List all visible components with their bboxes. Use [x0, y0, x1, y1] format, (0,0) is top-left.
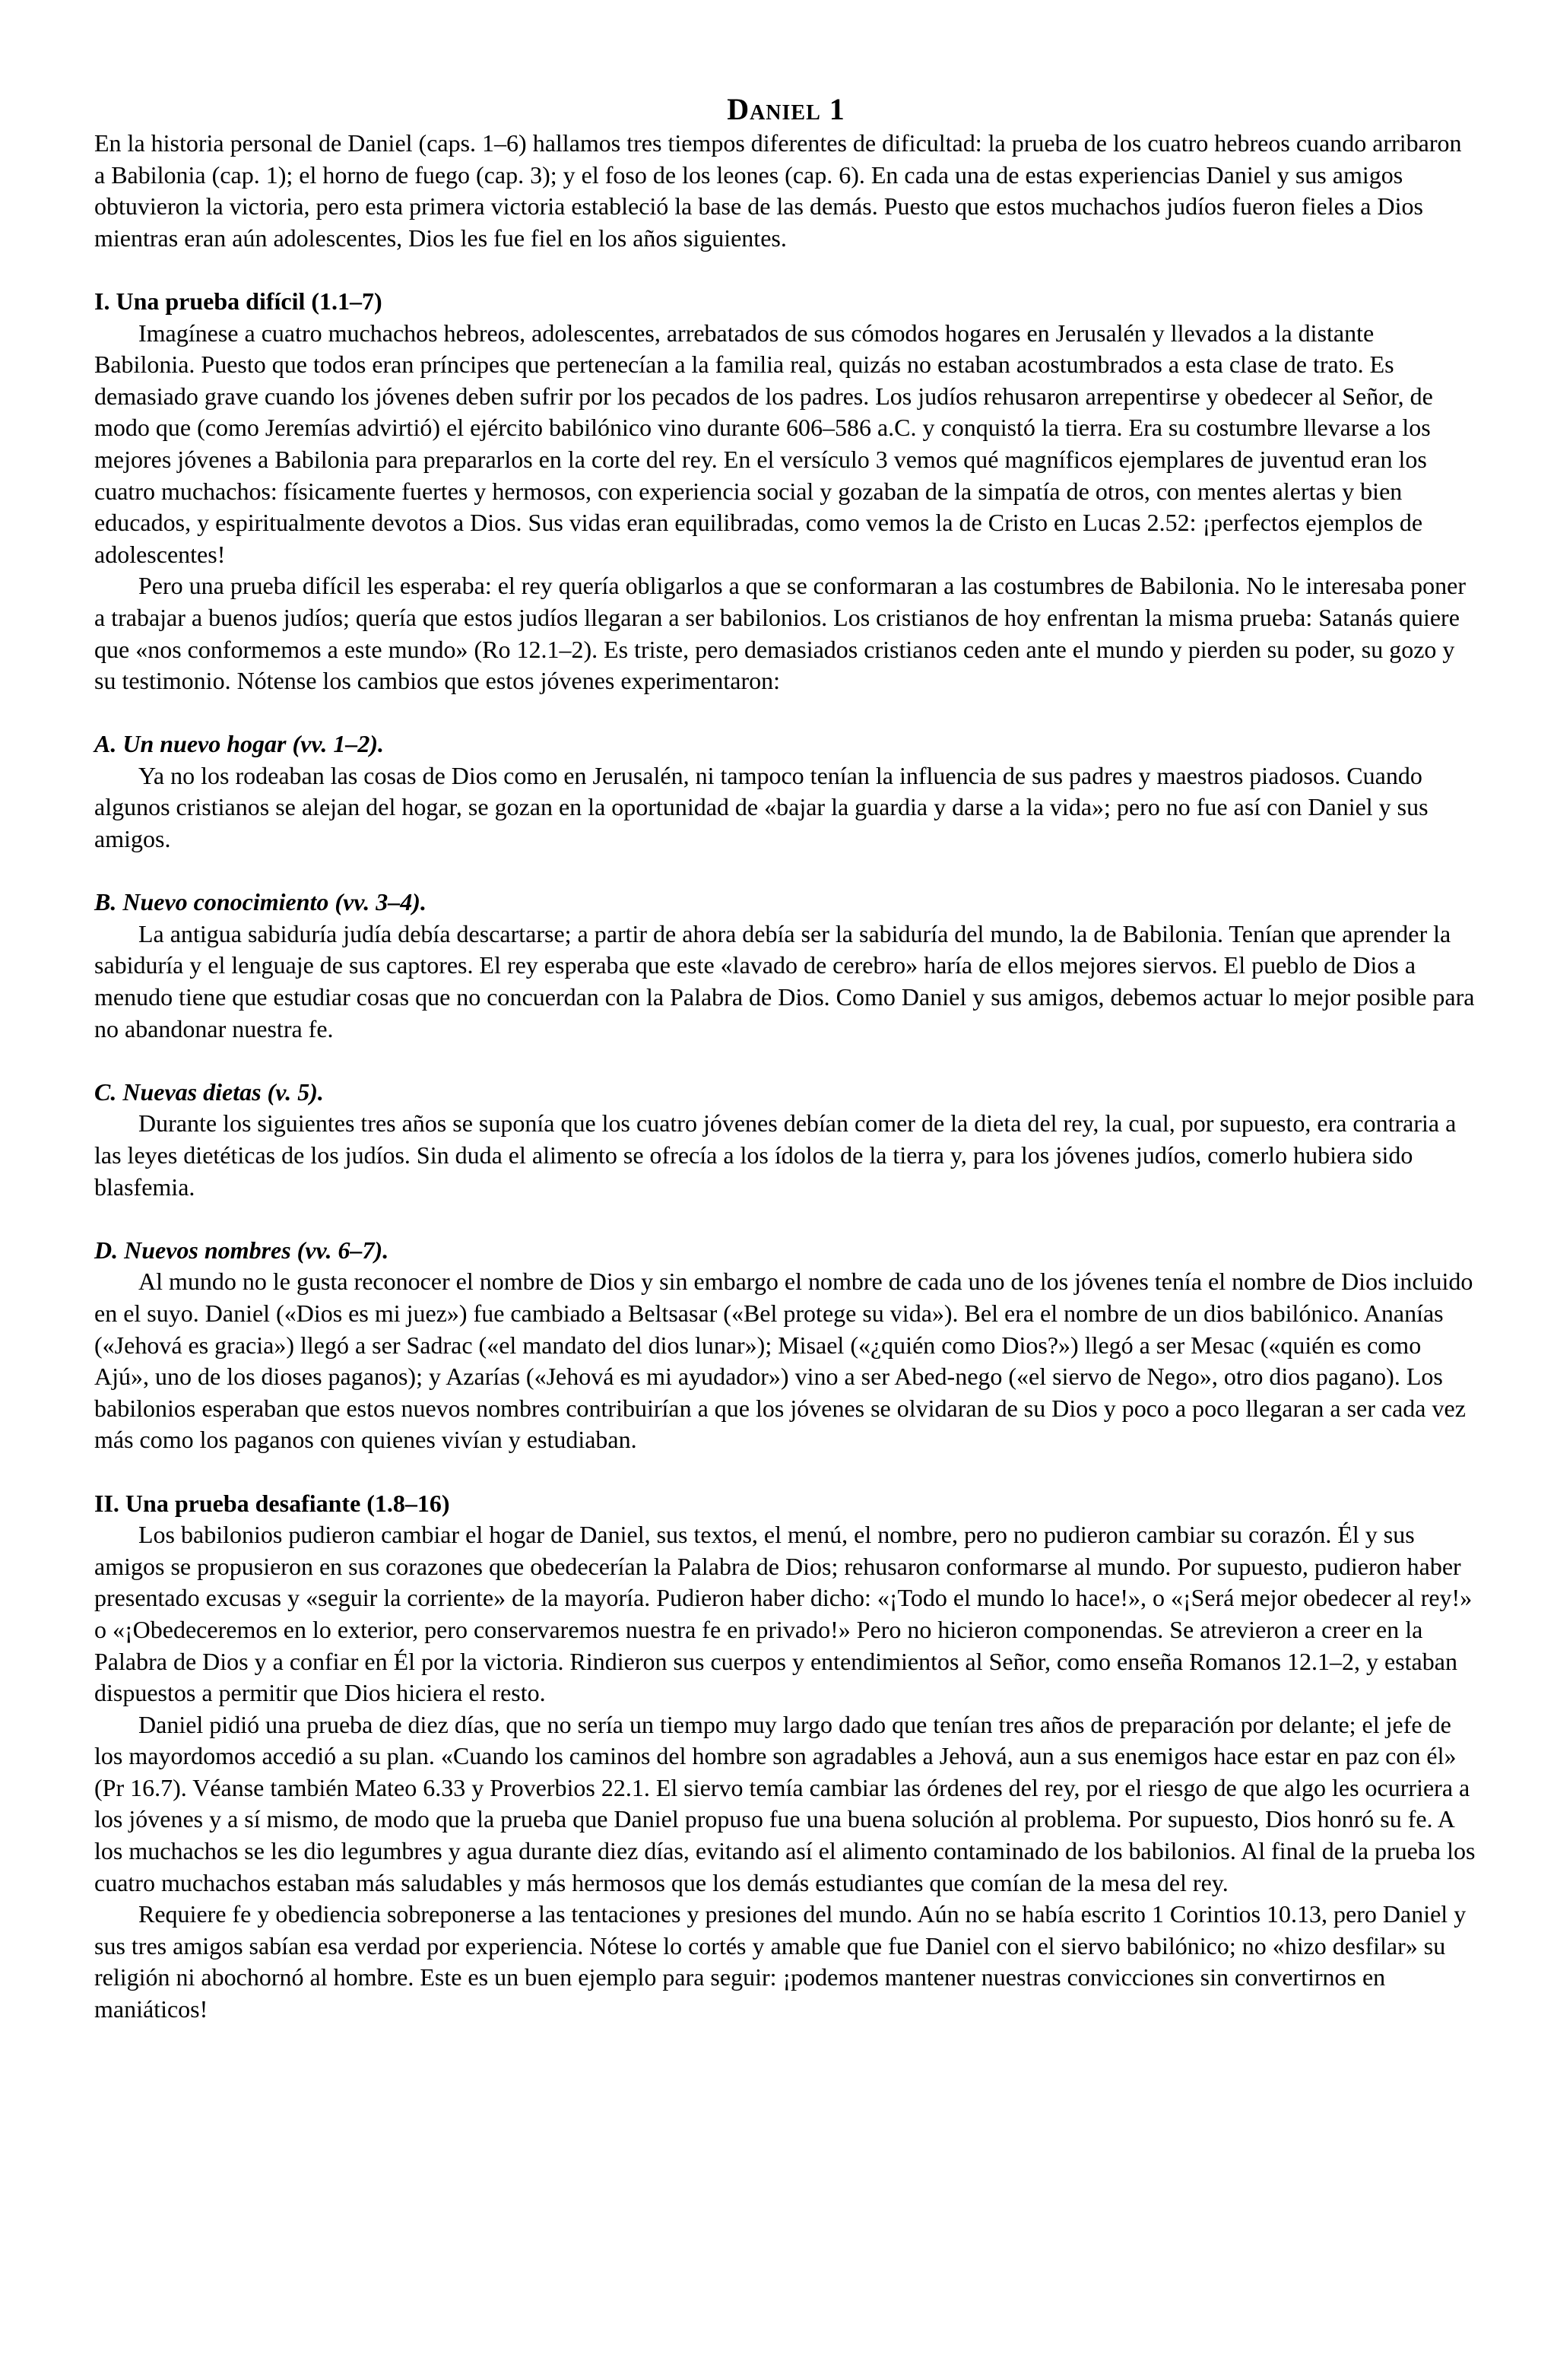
section1-paragraph-2: Pero una prueba difícil les esperaba: el rey quería obligarlos a que se conformaran a las costumbres de Babilonia. No le interesaba poner a trabajar a buenos judíos; quería que estos judíos llegaran a ser babilonios. Los cristianos de hoy enfrentan la misma prueba: Satanás quiere que «nos conformemos a este mundo» (Ro 12.1–2). Es triste, pero demasiados cristianos ceden ante el mundo y pierden su poder, su gozo y su testimonio. Nótense los cambios que estos jóvenes experimentaron: [94, 572, 1467, 695]
spacer [94, 1045, 1478, 1077]
section2-paragraph-2: Daniel pidió una prueba de diez días, que no sería un tiempo muy largo dado que tenían tres años de preparación por delante; el jefe de los mayordomos accedió a su plan. «Cuando los caminos del hombre son agradables a Jehová, aun a sus enemigos hace estar en paz con él» (Pr 16.7). Véanse también Mateo 6.33 y Proverbios 22.1. El siervo temía cambiar las órdenes del rey, por el riesgo de que algo les ocurriera a los jóvenes y a sí mismo, de modo que la prueba que Daniel propuso fue una buena solución al problema. Por supuesto, Dios honró su fe. A los muchachos se les dio legumbres y agua durante diez días, evitando así el alimento contaminado de los babilonios. Al final de la prueba los cuatro muchachos estaban más saludables y más hermosos que los demás estudiantes que comían de la mesa del rey. [94, 1710, 1476, 1896]
spacer [94, 1203, 1478, 1235]
subheading-a: A. Un nuevo hogar (vv. 1–2). [94, 730, 385, 758]
subsection-d-text: Al mundo no le gusta reconocer el nombre de Dios y sin embargo el nombre de cada uno de los jóvenes tenía el nombre de Dios incluido en el suyo. Daniel («Dios es mi juez») fue cambiado a Beltsasar («Bel protege su vida»). Bel era el nombre de un dios babilónico. Ananías («Jehová es gracia») llegó a ser Sadrac («el mandato del dios lunar»); Misael («¿quién como Dios?») llegó a ser Mesac («quién es como Ajú», uno de los dioses paganos); y Azarías («Jehová es mi ayudador») vino a ser Abed-nego («el siervo de Nego», otro dios pagano). Los babilonios esperaban que estos nuevos nombres contribuirían a que los jóvenes se olvidaran de su Dios y poco a poco llegaran a ser cada vez más como los paganos con quienes vivían y estudiaban. [94, 1268, 1473, 1454]
page-title: Daniel 1 [727, 92, 845, 126]
intro-paragraph: En la historia personal de Daniel (caps. 1–6) hallamos tres tiempos diferentes de dificultad: la prueba de los cuatro hebreos cuando arribaron a Babilonia (cap. 1); el horno de fuego (cap. 3); y el foso de los leones (cap. 6). En cada una de estas experiencias Daniel y sus amigos obtuvieron la victoria, pero esta primera victoria estableció la base de las demás. Puesto que estos muchachos judíos fueron fieles a Dios mientras eran aún adolescentes, Dios les fue fiel en los años siguientes. [94, 129, 1462, 252]
subsection-c-text: Durante los siguientes tres años se suponía que los cuatro jóvenes debían comer de la dieta del rey, la cual, por supuesto, era contraria a las leyes dietéticas de los judíos. Sin duda el alimento se ofrecía a los ídolos de la tierra y, para los jóvenes judíos, comerlo hubiera sido blasfemia. [94, 1109, 1457, 1201]
spacer [94, 697, 1478, 729]
spacer [94, 855, 1478, 887]
subheading-d: D. Nuevos nombres (vv. 6–7). [94, 1236, 389, 1264]
section1-paragraph-1: Imagínese a cuatro muchachos hebreos, adolescentes, arrebatados de sus cómodos hogares en Jerusalén y llevados a la distante Babilonia. Puesto que todos eran príncipes que pertenecían a la familia real, quizás no estaban acostumbrados a esta clase de trato. Es demasiado grave cuando los jóvenes deben sufrir por los pecados de los padres. Los judíos rehusaron arrepentirse y obedecer al Señor, de modo que (como Jeremías advirtió) el ejército babilónico vino durante 606–586 a.C. y conquistó la tierra. Era su costumbre llevarse a los mejores jóvenes a Babilonia para prepararlos en la corte del rey. En el versículo 3 vemos qué magníficos ejemplares de juventud eran los cuatro muchachos: físicamente fuertes y hermosos, con experiencia social y gozaban de la simpatía de otros, con mentes alertas y bien educados, y espiritualmente devotos a Dios. Sus vidas eran equilibradas, como vemos la de Cristo en Lucas 2.52: ¡perfectos ejemplos de adolescentes! [94, 319, 1433, 568]
spacer [94, 1456, 1478, 1488]
document-page [94, 93, 1478, 2026]
section-heading-2: II. Una prueba desafiante (1.8–16) [94, 1489, 450, 1517]
subheading-b: B. Nuevo conocimiento (vv. 3–4). [94, 888, 427, 916]
section2-paragraph-1: Los babilonios pudieron cambiar el hogar de Daniel, sus textos, el menú, el nombre, pero no pudieron cambiar su corazón. Él y sus amigos se propusieron en sus corazones que obedecerían la Palabra de Dios; rehusaron conformarse al mundo. Por supuesto, pudieron haber presentado excusas y «seguir la corriente» de la mayoría. Pudieron haber dicho: «¡Todo el mundo lo hace!», o «¡Será mejor obedecer al rey!» o «¡Obedeceremos en lo exterior, pero conservaremos nuestra fe en privado!» Pero no hicieron componendas. Se atrevieron a creer en la Palabra de Dios y a confiar en Él por la victoria. Rindieron sus cuerpos y entendimientos al Señor, como enseña Romanos 12.1–2, y estaban dispuestos a permitir que Dios hiciera el resto. [94, 1521, 1473, 1707]
subsection-a-text: Ya no los rodeaban las cosas de Dios como en Jerusalén, ni tampoco tenían la influencia de sus padres y maestros piadosos. Cuando algunos cristianos se alejan del hogar, se gozan en la oportunidad de «bajar la guardia y darse a la vida»; pero no fue así con Daniel y sus amigos. [94, 761, 1429, 853]
subsection-b-text: La antigua sabiduría judía debía descartarse; a partir de ahora debía ser la sabiduría del mundo, la de Babilonia. Tenían que aprender la sabiduría y el lenguaje de sus captores. El rey esperaba que este «lavado de cerebro» haría de ellos mejores siervos. El pueblo de Dios a menudo tiene que estudiar cosas que no concuerdan con la Palabra de Dios. Como Daniel y sus amigos, debemos actuar lo mejor posible para no abandonar nuestra fe. [94, 919, 1475, 1042]
section2-paragraph-3: Requiere fe y obediencia sobreponerse a las tentaciones y presiones del mundo. Aún no se había escrito 1 Corintios 10.13, pero Daniel y sus tres amigos sabían esa verdad por experiencia. Nótese lo cortés y amable que fue Daniel con el siervo babilónico; no «hizo desfilar» su religión ni abochornó al hombre. Este es un buen ejemplo para seguir: ¡podemos mantener nuestras convicciones sin convertirnos en maniáticos! [94, 1900, 1467, 2023]
section-heading-1: I. Una prueba difícil (1.1–7) [94, 287, 382, 315]
spacer [94, 254, 1478, 286]
subheading-c: C. Nuevas dietas (v. 5). [94, 1077, 324, 1106]
